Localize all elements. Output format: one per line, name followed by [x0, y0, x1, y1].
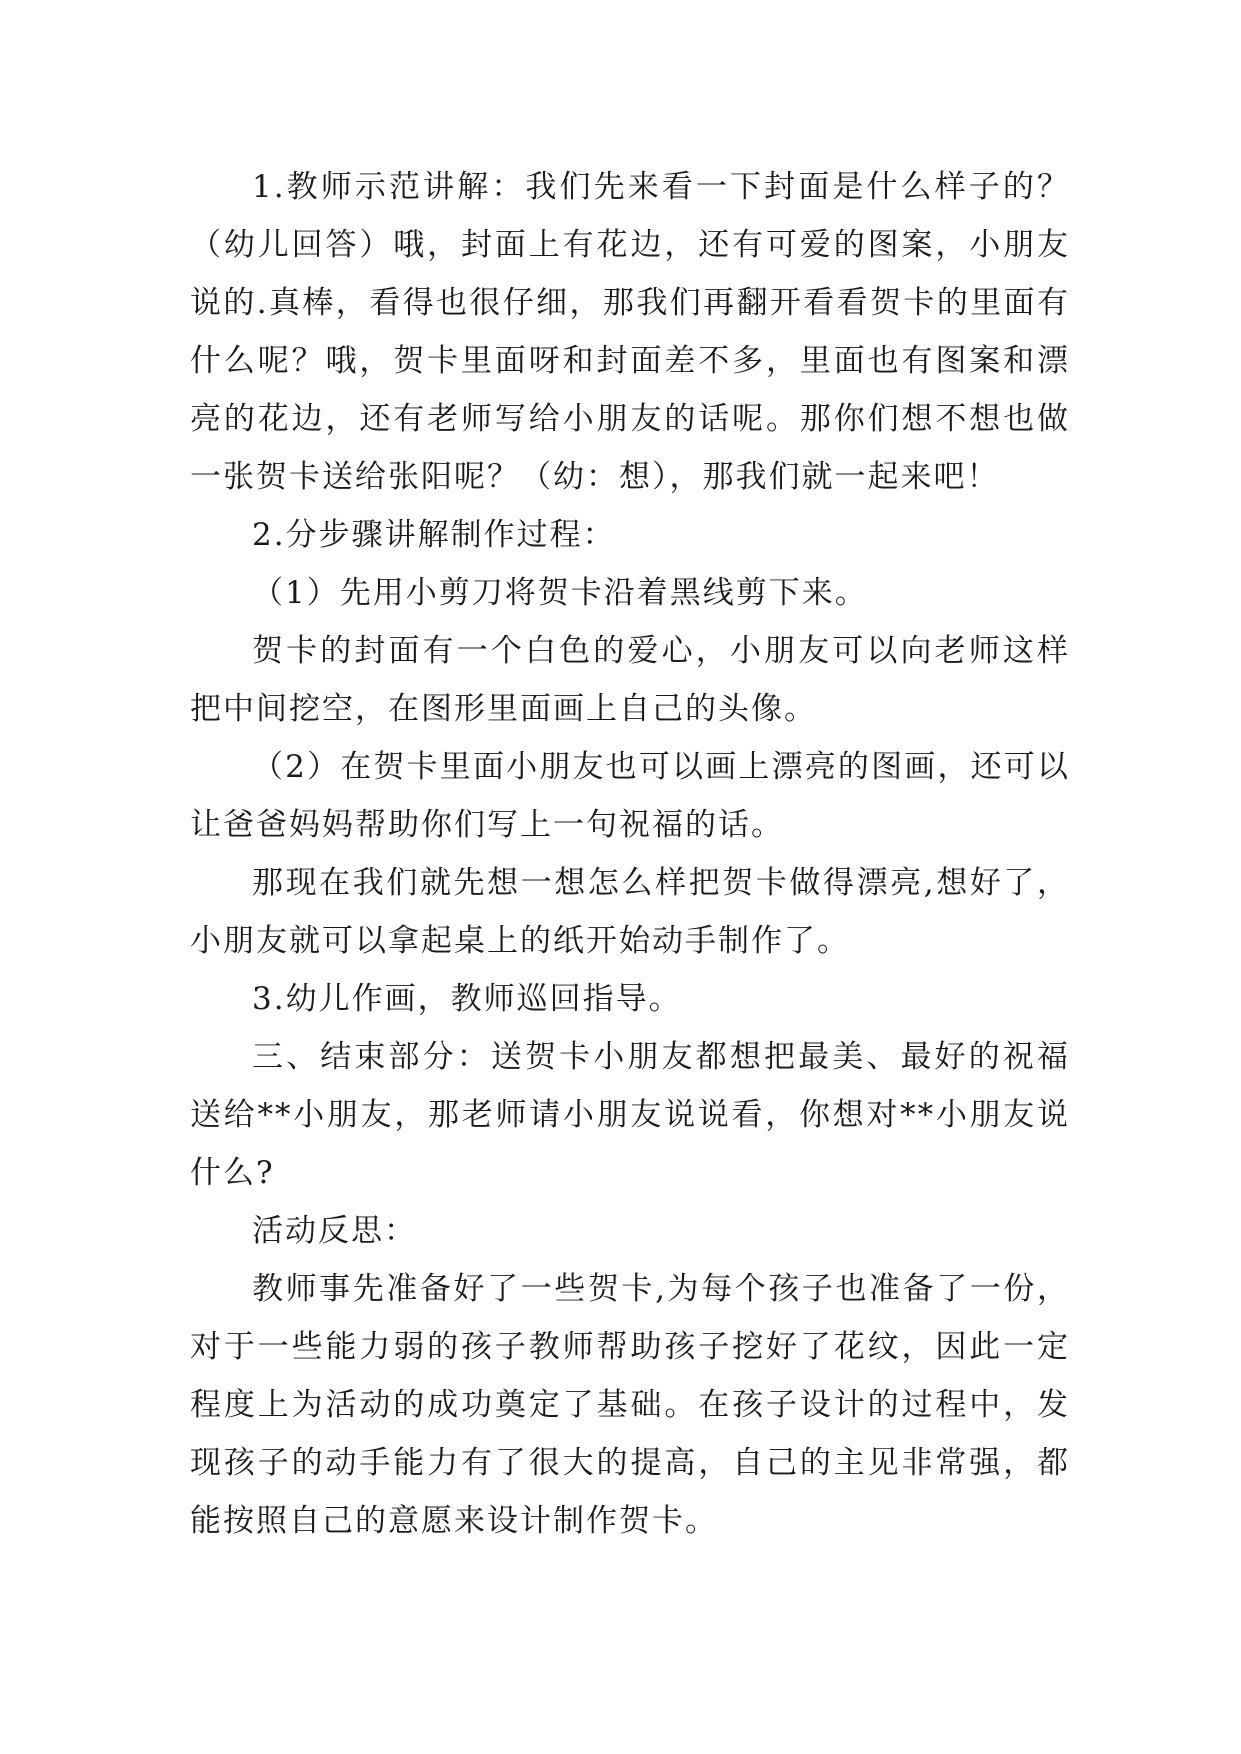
paragraph-cover-heart: 贺卡的封面有一个白色的爱心，小朋友可以向老师这样把中间挖空，在图形里面画上自己的头像。 — [190, 633, 1070, 727]
paragraph-children-drawing: 3.幼儿作画，教师巡回指导。 — [252, 981, 682, 1017]
paragraph-ending-section: 三、结束部分：送贺卡小朋友都想把最美、最好的祝福送给**小朋友，那老师请小朋友说说看，你想对**小朋友说什么? — [190, 1039, 1070, 1191]
paragraph-reflection-body: 教师事先准备好了一些贺卡,为每个孩子也准备了一份，对于一些能力弱的孩子教师帮助孩子挖好了花纹，因此一定程度上为活动的成功奠定了基础。在孩子设计的过程中，发现孩子的动手能力有了很大的提高，自己的主见非常强，都能按照自己的意愿来设计制作贺卡。 — [190, 1271, 1070, 1539]
paragraph-step-1: （1）先用小剪刀将贺卡沿着黑线剪下来。 — [252, 575, 868, 611]
paragraph-step-2: （2）在贺卡里面小朋友也可以画上漂亮的图画，还可以让爸爸妈妈帮助你们写上一句祝福的话。 — [190, 749, 1070, 843]
paragraph-step-heading: 2.分步骤讲解制作过程： — [252, 517, 616, 553]
document-body — [190, 158, 1070, 1550]
paragraph-reflection-heading: 活动反思： — [252, 1213, 417, 1249]
paragraph-demo-explanation: 1.教师示范讲解：我们先来看一下封面是什么样子的？（幼儿回答）哦，封面上有花边，还有可爱的图案，小朋友说的.真棒，看得也很仔细，那我们再翻开看看贺卡的里面有什么呢？哦，贺卡里面呀和封面差不多，里面也有图案和漂亮的花边，还有老师写给小朋友的话呢。那你们想不想也做一张贺卡送给张阳呢？（幼：想），那我们就一起来吧！ — [190, 169, 1070, 495]
paragraph-start-making: 那现在我们就先想一想怎么样把贺卡做得漂亮,想好了，小朋友就可以拿起桌上的纸开始动手制作了。 — [190, 865, 1070, 959]
